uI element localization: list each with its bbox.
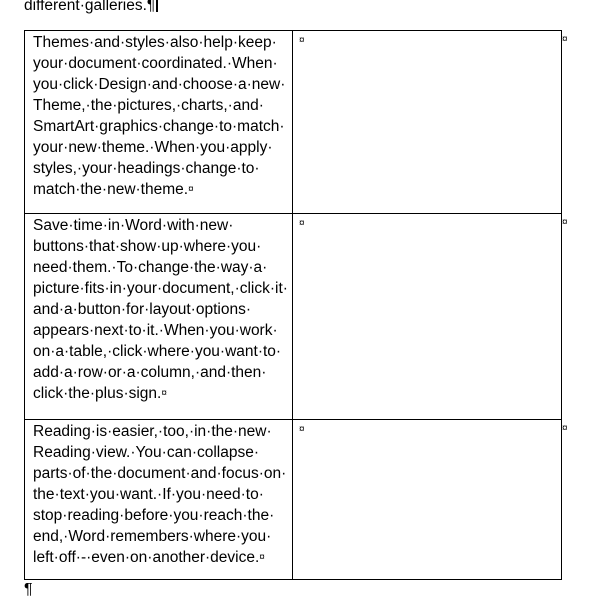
cell-end-mark: ¤ xyxy=(161,388,167,399)
table-cell[interactable] xyxy=(293,214,562,420)
table-cell[interactable] xyxy=(25,420,293,580)
row-end-mark: ¤ xyxy=(562,34,568,45)
bottom-paragraph[interactable] xyxy=(24,580,33,600)
table-row xyxy=(25,420,562,580)
cell-end-mark: ¤ xyxy=(299,35,305,46)
cell-end-mark: ¤ xyxy=(188,184,194,195)
table-row xyxy=(25,214,562,420)
text-cursor xyxy=(156,0,158,12)
cell-text: Reading·is·easier,·too,·in·the·new· Reading·view.·You·can·collapse· parts·of·the·document·and·focus·on· the·text·you·want.·If·you·need·to· stop·reading·before·you·reach·the· end,·Word·remembers·where·you· left·off·-·even·on·another·device. xyxy=(33,423,287,566)
cell-text: Save·time·in·Word·with·new· buttons·that·show·up·where·you· need·them.·To·change·the·way·a· picture·fits·in·your·document,·click·it· and·a·button·for·layout·options· appears·next·to·it.·When·you·work· on·a·table,·click·where·you·want·to· add·a·row·or·a·column,·and·then· click·the·plus·sign. xyxy=(33,217,288,402)
cell-text: Themes·and·styles·also·help·keep· your·document·coordinated.·When· you·click·Design·and·choose·a·new· Theme,·the·pictures,·charts,·and· SmartArt·graphics·change·to·match· your·new·theme.·When·you·apply· styles,·your·headings·change·to· match·the·new·theme. xyxy=(33,34,286,198)
row-end-mark: ¤ xyxy=(562,217,568,228)
cell-end-mark: ¤ xyxy=(259,552,265,563)
document-table xyxy=(24,30,562,580)
paragraph-text: different·galleries. xyxy=(24,0,147,14)
pilcrow-mark: ¶ xyxy=(24,581,33,598)
pilcrow-mark: ¶ xyxy=(146,0,156,14)
cell-end-mark: ¤ xyxy=(299,424,305,435)
table-cell[interactable] xyxy=(25,31,293,214)
cell-end-mark: ¤ xyxy=(299,218,305,229)
table-row xyxy=(25,31,562,214)
table-cell[interactable] xyxy=(293,420,562,580)
row-end-mark: ¤ xyxy=(562,423,568,434)
table-cell[interactable] xyxy=(25,214,293,420)
top-paragraph[interactable] xyxy=(24,0,158,16)
table-cell[interactable] xyxy=(293,31,562,214)
